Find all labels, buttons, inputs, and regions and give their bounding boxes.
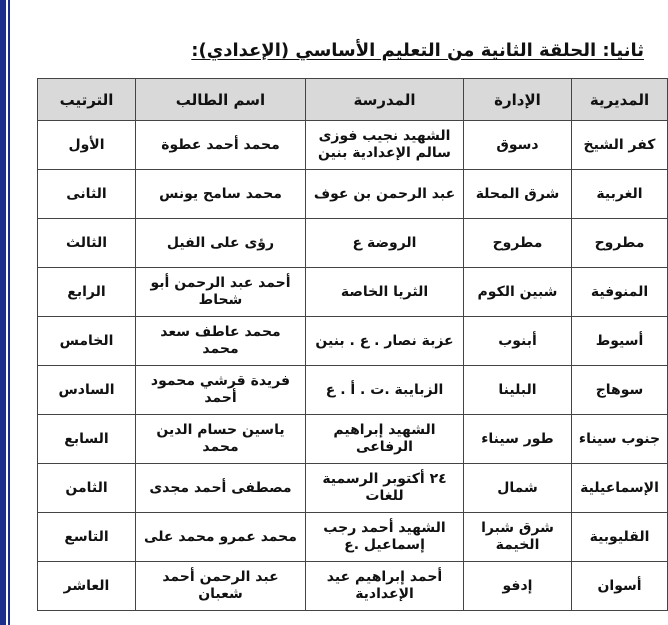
cell-rank: الخامس (38, 317, 136, 366)
cell-rank: السابع (38, 415, 136, 464)
cell-administration: شبين الكوم (464, 268, 572, 317)
cell-school: أحمد إبراهيم عيد الإعدادية (306, 562, 464, 611)
cell-administration: شمال (464, 464, 572, 513)
cell-rank: الثامن (38, 464, 136, 513)
cell-student: ياسين حسام الدين محمد (136, 415, 306, 464)
table-header-row (38, 79, 668, 121)
cell-student: محمد عمرو محمد على (136, 513, 306, 562)
cell-directorate: مطروح (572, 219, 668, 268)
cell-directorate: أسيوط (572, 317, 668, 366)
header-school: المدرسة (306, 79, 464, 121)
results-table (37, 78, 668, 611)
cell-student: مصطفى أحمد مجدى (136, 464, 306, 513)
cell-directorate: كفر الشيخ (572, 121, 668, 170)
table-row (38, 219, 668, 268)
cell-student: فريدة قرشي محمود أحمد (136, 366, 306, 415)
cell-student: عبد الرحمن أحمد شعبان (136, 562, 306, 611)
cell-school: الثريا الخاصة (306, 268, 464, 317)
cell-school: عزبة نصار . ع . بنين (306, 317, 464, 366)
cell-school: الشهيد نجيب فوزى سالم الإعدادية بنين (306, 121, 464, 170)
cell-rank: الرابع (38, 268, 136, 317)
cell-rank: السادس (38, 366, 136, 415)
cell-administration: أبنوب (464, 317, 572, 366)
table-row (38, 366, 668, 415)
table-row (38, 317, 668, 366)
cell-student: أحمد عبد الرحمن أبو شحاط (136, 268, 306, 317)
table-row (38, 170, 668, 219)
section-title: ثانيا: الحلقة الثانية من التعليم الأساسي (الإعدادي): (191, 40, 644, 61)
cell-administration: شرق المحلة (464, 170, 572, 219)
cell-rank: الثانى (38, 170, 136, 219)
cell-directorate: الغربية (572, 170, 668, 219)
cell-student: محمد أحمد عطوة (136, 121, 306, 170)
cell-student: رؤى على الفيل (136, 219, 306, 268)
cell-school: الزبايبة .ت . أ . ع (306, 366, 464, 415)
cell-directorate: القليوبية (572, 513, 668, 562)
header-directorate: المديرية (572, 79, 668, 121)
cell-school: الشهيد إبراهيم الرفاعى (306, 415, 464, 464)
page-edge-border (0, 0, 6, 625)
cell-rank: الأول (38, 121, 136, 170)
table-row (38, 121, 668, 170)
header-student: اسم الطالب (136, 79, 306, 121)
cell-administration: شرق شبرا الخيمة (464, 513, 572, 562)
table-row (38, 562, 668, 611)
table-row (38, 415, 668, 464)
cell-administration: طور سيناء (464, 415, 572, 464)
cell-administration: مطروح (464, 219, 572, 268)
cell-administration: إدفو (464, 562, 572, 611)
cell-directorate: جنوب سيناء (572, 415, 668, 464)
cell-school: الشهيد أحمد رجب إسماعيل .ع (306, 513, 464, 562)
table-row (38, 464, 668, 513)
cell-rank: التاسع (38, 513, 136, 562)
cell-rank: الثالث (38, 219, 136, 268)
table-row (38, 513, 668, 562)
cell-student: محمد سامح يونس (136, 170, 306, 219)
cell-school: ٢٤ أكتوبر الرسمية للغات (306, 464, 464, 513)
cell-administration: دسوق (464, 121, 572, 170)
cell-student: محمد عاطف سعد محمد (136, 317, 306, 366)
header-administration: الإدارة (464, 79, 572, 121)
cell-directorate: أسوان (572, 562, 668, 611)
cell-school: الروضة ع (306, 219, 464, 268)
cell-directorate: المنوفية (572, 268, 668, 317)
cell-rank: العاشر (38, 562, 136, 611)
cell-directorate: الإسماعيلية (572, 464, 668, 513)
header-rank: الترتيب (38, 79, 136, 121)
cell-directorate: سوهاج (572, 366, 668, 415)
cell-school: عبد الرحمن بن عوف (306, 170, 464, 219)
table-row (38, 268, 668, 317)
cell-administration: البلينا (464, 366, 572, 415)
